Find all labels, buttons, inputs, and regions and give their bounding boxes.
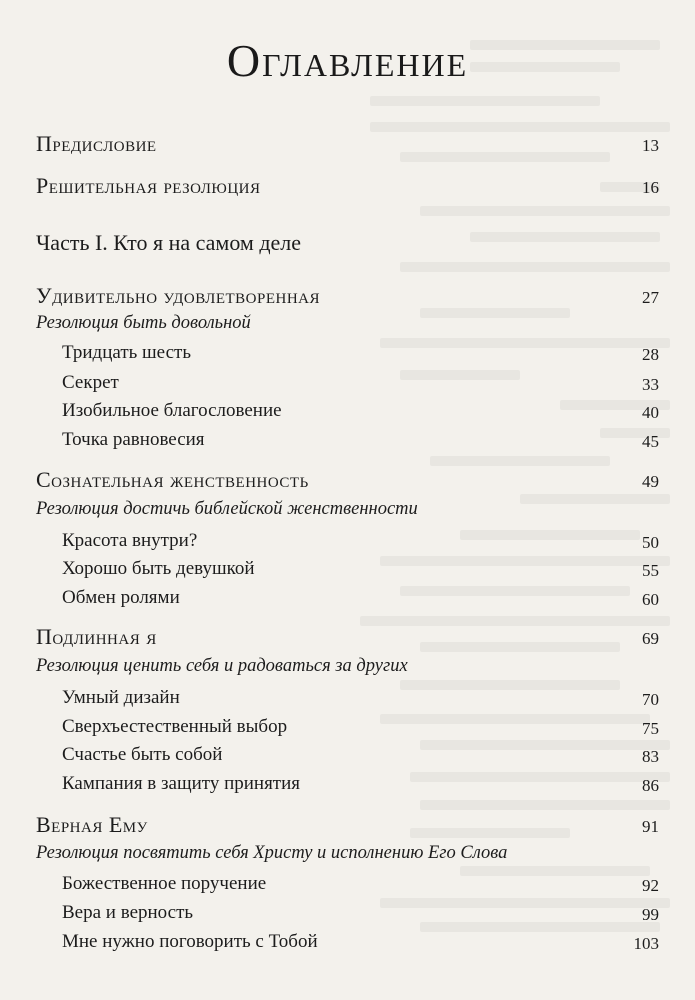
toc-entry-part xyxy=(0,230,695,260)
toc-entry-sec xyxy=(0,744,695,774)
toc-entry-label: Счастье быть собой xyxy=(62,744,223,765)
toc-entry-label: Вера и верность xyxy=(62,902,194,923)
toc-entry-chapter xyxy=(0,283,695,313)
toc-entry-sec xyxy=(0,773,695,803)
toc-entry-label: Умный дизайн xyxy=(62,687,180,708)
toc-entry-sec xyxy=(0,716,695,746)
toc-entry-label: Красота внутри? xyxy=(62,530,198,551)
toc-entry-page-number: 49 xyxy=(642,472,659,491)
toc-entry-label: Тридцать шесть xyxy=(62,342,191,363)
toc-entry-sec xyxy=(0,873,695,903)
toc-entry-chapter xyxy=(0,467,695,497)
toc-entry-page-number: 83 xyxy=(642,747,659,766)
toc-entry-res xyxy=(0,843,695,873)
toc-entry-label: Мне нужно поговорить с Тобой xyxy=(62,931,318,952)
toc-entry-page-number: 40 xyxy=(642,403,659,422)
toc-entry-sec xyxy=(0,587,695,617)
toc-entry-sec xyxy=(0,687,695,717)
toc-entry-sec xyxy=(0,558,695,588)
toc-entry-label: Секрет xyxy=(62,372,119,393)
toc-entry-page-number: 92 xyxy=(642,876,659,895)
toc-entry-chapter xyxy=(0,624,695,654)
toc-entry-label: Верная Ему xyxy=(36,812,148,837)
toc-entry-page-number: 99 xyxy=(642,905,659,924)
toc-entry-page-number: 33 xyxy=(642,375,659,394)
toc-entry-page-number: 16 xyxy=(642,178,659,197)
toc-entry-res xyxy=(0,313,695,343)
toc-entry-label: Сверхъестественный выбор xyxy=(62,716,288,737)
toc-entry-label: Часть I. Кто я на самом деле xyxy=(36,230,302,255)
toc-entry-label: Точка равновесия xyxy=(62,429,205,450)
toc-entry-page-number: 50 xyxy=(642,533,659,552)
toc-entry-label: Обмен ролями xyxy=(62,587,180,608)
toc-entry-page-number: 70 xyxy=(642,690,659,709)
toc-entry-res xyxy=(0,499,695,529)
toc-entry-page-number: 28 xyxy=(642,345,659,364)
toc-entry-label: Изобильное благословение xyxy=(62,400,282,421)
page-title: Оглавление xyxy=(226,35,469,86)
toc-entry-chapter xyxy=(0,812,695,842)
toc-entry-page-number: 91 xyxy=(642,817,659,836)
toc-entry-sec xyxy=(0,372,695,402)
toc-entry-label: Резолюция достичь библейской женственности xyxy=(36,499,418,519)
toc-entry-page-number: 103 xyxy=(633,934,659,953)
toc-entry-label: Предисловие xyxy=(36,131,157,156)
toc-entry-sec xyxy=(0,902,695,932)
toc-entry-page-number: 27 xyxy=(642,288,659,307)
toc-entry-label: Резолюция быть довольной xyxy=(36,313,251,333)
toc-entry-sec xyxy=(0,931,695,961)
toc-entry-page-number: 69 xyxy=(642,629,659,648)
toc-entry-page-number: 45 xyxy=(642,432,659,451)
toc-entry-sec xyxy=(0,429,695,459)
toc-entry-label: Резолюция ценить себя и радоваться за других xyxy=(36,656,408,676)
toc-entry-label: Хорошо быть девушкой xyxy=(62,558,255,579)
toc-entry-page-number: 60 xyxy=(642,590,659,609)
toc-entry-page-number: 86 xyxy=(642,776,659,795)
toc-entry-page-number: 13 xyxy=(642,136,659,155)
toc-entry-label: Резолюция посвятить себя Христу и исполнению Его Слова xyxy=(36,843,508,863)
toc-entry-chapter xyxy=(0,173,695,203)
toc-entry-label: Решительная резолюция xyxy=(36,173,261,198)
toc-entry-label: Божественное поручение xyxy=(62,873,267,894)
toc-entry-sec xyxy=(0,342,695,372)
toc-entry-page-number: 55 xyxy=(642,561,659,580)
toc-entry-sec xyxy=(0,530,695,560)
toc-entry-res xyxy=(0,656,695,686)
toc-entry-label: Сознательная женственность xyxy=(36,467,309,492)
toc-entry-label: Кампания в защиту принятия xyxy=(62,773,301,794)
toc-entry-label: Удивительно удовлетворенная xyxy=(36,283,321,308)
toc-entry-label: Подлинная я xyxy=(36,624,157,649)
toc-entry-chapter xyxy=(0,131,695,161)
toc-entry-sec xyxy=(0,400,695,430)
toc-entry-page-number: 75 xyxy=(642,719,659,738)
